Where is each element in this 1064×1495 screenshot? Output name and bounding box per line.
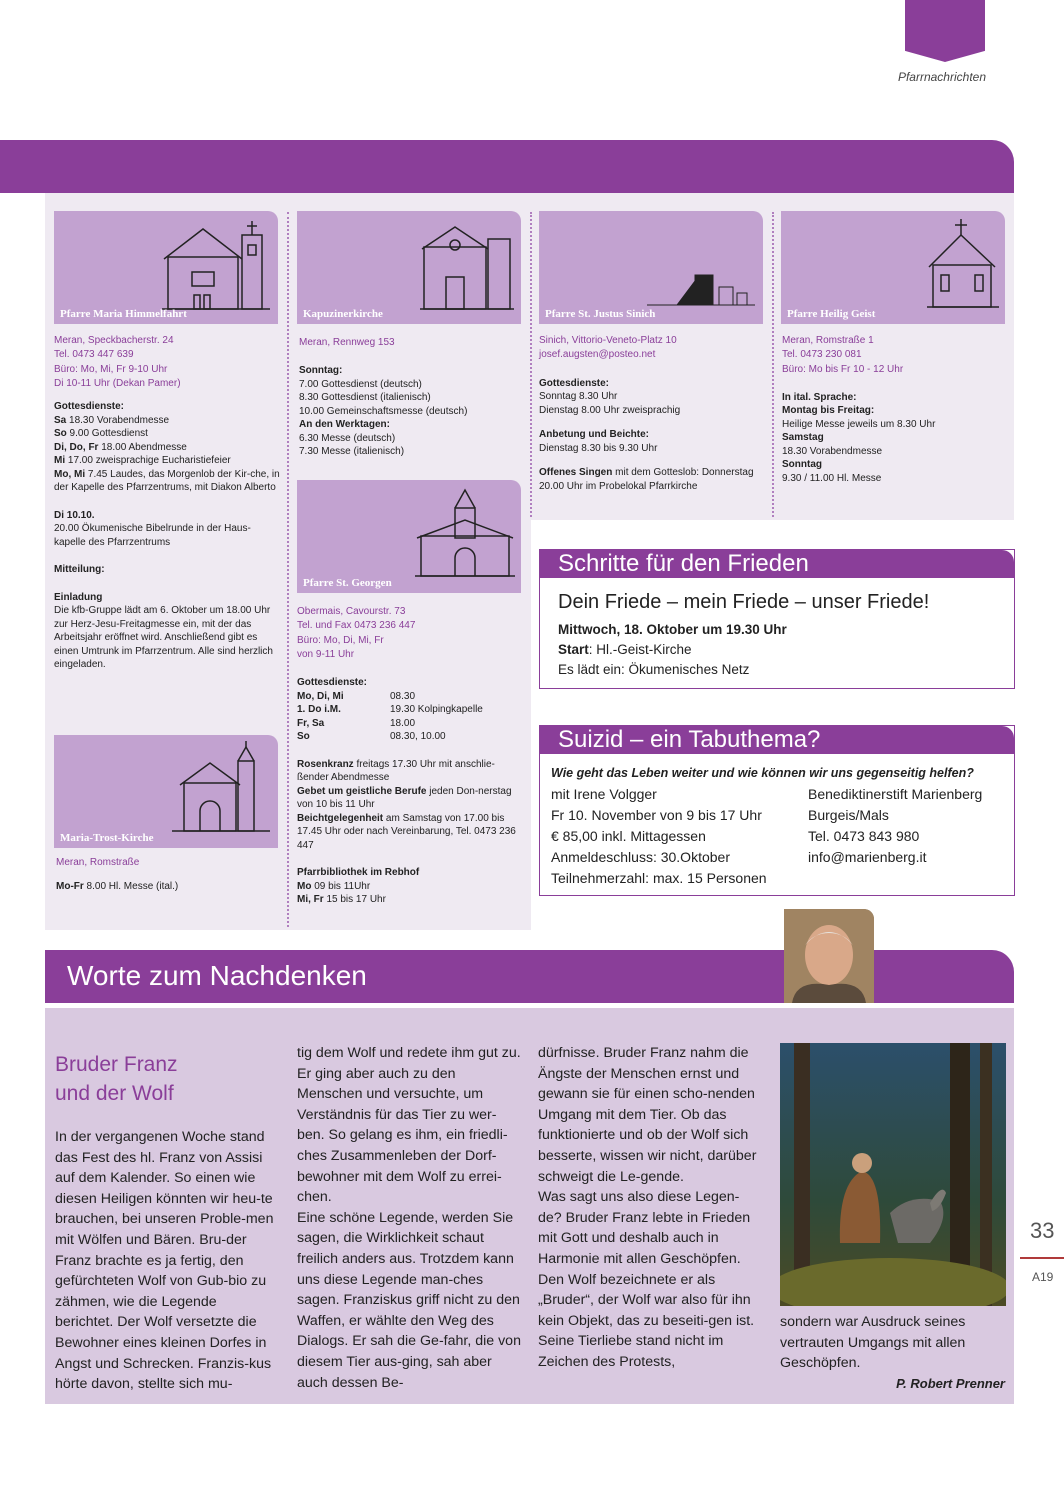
church-kapuziner-icon [420,217,515,312]
detail-line: Anmeldeschluss: 30.Oktober [551,849,730,865]
detail-line: mit Irene Volgger [551,786,657,802]
contact-line: Burgeis/Mals [808,807,889,823]
weekday-heading: Montag bis Freitag: [782,405,875,417]
service-line: Mi 17.00 zweisprachige Eucharistiefeier [54,455,231,467]
office-hours-line: Büro: Mo, Di, Mi, Fr [297,634,384,646]
frieden-invite: Es lädt ein: Ökumenisches Netz [558,662,750,677]
page-code: A19 [1032,1270,1054,1284]
frieden-box [539,549,1015,689]
church-info-maria-himmelfahrt [54,334,280,672]
phone-line: Tel. 0473 230 081 [782,349,862,361]
church-maria-himmelfahrt-icon [162,217,272,312]
service-row: Mo, Di, Mi 08.30 [297,690,416,702]
saturday-line: 18.30 Vorabendmesse [782,445,883,457]
service-row: 1. Do i.M. 19.30 Kolpingkapelle [297,704,483,716]
suizid-title: Suizid – ein Tabuthema? [540,726,1014,754]
sunday-heading: Sonntag [782,459,822,471]
phone-line: Tel. und Fax 0473 236 447 [297,620,416,632]
service-line: Mo, Mi 7.45 Laudes, das Morgenlob der Kir-che, in der Kapelle des Pfarrzentrums, mit Diakon Alberto [54,468,280,494]
column-divider [287,212,289,927]
column-divider [530,212,532,517]
service-line: 8.30 Gottesdienst (italienisch) [299,392,431,404]
address-line: Obermais, Cavourstr. 73 [297,606,406,617]
church-info-st-georgen [297,605,523,907]
services-heading: Gottesdienste: [54,401,125,413]
address-line: Meran, Speckbacherstr. 24 [54,335,174,346]
painting-image-icon [780,1043,1006,1306]
sunday-heading: Sonntag: [299,365,343,377]
service-line: So 9.00 Gottesdienst [54,428,148,440]
church-name: Pfarre St. Georgen [303,577,392,589]
notice-heading: Mitteilung: [54,564,105,576]
date-text: 20.00 Ökumenische Bibelrunde in der Haus-kapelle des Pfarrzentrums [54,523,251,548]
frieden-start: Start: Hl.-Geist-Kirche [558,642,692,657]
worte-title: Worte zum Nachdenken [67,960,367,991]
author-portrait-icon [784,909,874,1003]
church-info-kapuzinerkirche [299,336,523,459]
church-heilig-geist-icon [927,217,999,312]
service-row: So 08.30, 10.00 [297,731,446,743]
services-heading: Gottesdienste: [539,377,610,389]
prayer-line: Gebet um geistliche Berufe jeden Don-nerstag von 10 bis 11 Uhr [297,785,512,811]
church-card-maria-himmelfahrt [54,211,278,324]
office-hours-line: Büro: Mo, Mi, Fr 9-10 Uhr [54,363,168,375]
church-card-kapuzinerkirche [297,211,521,324]
section-tab-marker [905,0,985,62]
service-line: 6.30 Messe (deutsch) [299,432,396,444]
suizid-box [539,725,1015,896]
church-name: Maria-Trost-Kirche [60,832,154,844]
contact-line: Benediktinerstift Marienberg [808,786,983,802]
address-line: Meran, Romstraße 1 [782,335,874,346]
singing-line: Offenes Singen mit dem Gotteslob: Donnerstag 20.00 Uhr im Probelokal Pfarrkirche [539,467,754,492]
library-line: Mo 09 bis 11Uhr [297,880,371,892]
suizid-details [551,784,808,889]
detail-line: Teilnehmerzahl: max. 15 Personen [551,870,767,886]
church-card-st-georgen [297,480,521,593]
phone-line: Tel. 0473 447 639 [54,349,134,361]
article-column-4: sondern war Ausdruck seines vertrauten Umgangs mit allen Geschöpfen. [780,1314,966,1372]
office-hours-line: Di 10-11 Uhr (Dekan Pamer) [54,377,181,389]
address-line: Meran, Rennweg 153 [299,337,395,348]
adoration-line: Dienstag 8.30 bis 9.30 Uhr [539,442,658,454]
church-card-st-justus [539,211,763,324]
church-name: Pfarre Maria Himmelfahrt [60,308,187,320]
language-heading: In ital. Sprache: [782,391,857,403]
weekday-line: Heilige Messe jeweils um 8.30 Uhr [782,418,936,430]
church-maria-trost-icon [172,741,272,836]
service-line: Sonntag 8.30 Uhr [539,391,618,403]
confession-line: Beichtgelegenheit am Samstag von 17.00 bis 17.45 Uhr oder nach Vereinbarung, Tel. 0473 236 447 [297,812,516,851]
library-heading: Pfarrbibliothek im Rebhof [297,867,420,879]
office-hours-line: von 9-11 Uhr [297,648,355,660]
church-name: Pfarre St. Justus Sinich [545,308,656,320]
church-name: Pfarre Heilig Geist [787,308,876,320]
sunday-line: 9.30 / 11.00 Hl. Messe [782,472,882,484]
church-info-heilig-geist [782,334,1008,485]
weekday-heading: An den Werktagen: [299,419,390,431]
article-column-3: dürfnisse. Bruder Franz nahm die Ängste der Menschen ernst und gewann sie für einen scho-nenden Umgang mit dem Tier. Ob das funktionierte und ob der Wolf sich besserte, wissen wir nicht, darüber schweigt die Le-gende. Was sagt uns also diese Legen-de? Bruder Franz lebte in Frieden mit Gott und deshalb auch in Harmonie mit allen Geschöpfen. Den Wolf bezeichnete er als „Bruder“, der Wolf war also für ihn kein Objekt, das zu beseiti-gen ist. Seine Tierliebe stand nicht im Zeichen des Protests, [538,1045,757,1370]
article-author: P. Robert Prenner [896,1376,1005,1391]
service-line: 7.30 Messe (italienisch) [299,446,405,458]
author-photo [784,909,874,1003]
section-label: Pfarrnachrichten [897,70,986,84]
rosary-line: Rosenkranz freitags 17.30 Uhr mit anschlie-ßender Abendmesse [297,758,495,784]
franz-wolf-painting [780,1043,1006,1306]
office-hours-line: Büro: Mo bis Fr 10 - 12 Uhr [782,363,904,375]
suizid-contact [808,784,982,889]
column-divider [772,212,774,517]
mass-line: Mo-Fr 8.00 Hl. Messe (ital.) [56,881,179,893]
contact-line: Tel. 0473 843 980 [808,828,920,844]
detail-line: Fr 10. November von 9 bis 17 Uhr [551,807,762,823]
article-column-1: In der vergangenen Woche stand das Fest des hl. Franz von Assisi auf dem Kalender. So einen wie diesen Heiligen könnten wir heu-te brauchen, bei unseren Proble-men mit Wölfen und Bären. Bru-der Franz brachte es ja fertig, den gefürchteten Wolf von Gub-bio zu zähmen, wie die Legende berichtet. Der Wolf versetzte die Bewohner eines kleinen Dorfes in Angst und Schrecken. Franzis-kus hörte davon, stellte sich mu- [55,1129,274,1393]
page-number-rule [1020,1257,1064,1259]
article-heading: Bruder Franz und der Wolf [55,1053,178,1105]
invite-heading: Einladung [54,591,103,603]
frieden-subtitle: Dein Friede – mein Friede – unser Friede! [558,591,930,613]
address-line: Meran, Romstraße [56,857,140,868]
church-card-heilig-geist [781,211,1005,324]
email-line: josef.augsten@posteo.net [539,349,656,361]
contact-line[interactable]: info@marienberg.it [808,849,927,865]
frieden-title: Schritte für den Frieden [540,550,1014,578]
address-line: Sinich, Vittorio-Veneto-Platz 10 [539,335,677,346]
date-heading: Di 10.10. [54,509,95,521]
top-banner [0,140,1014,193]
article-column-2: tig dem Wolf und redete ihm gut zu. Er ging aber auch zu den Menschen und versuchte, um Verständnis für das Tier zu wer-ben. So gelang es ihm, ein friedli-ches Zusammenleben der Dorf-bewohner mit dem Wolf zu errei-chen. Eine schöne Legende, werden Sie sagen, die Wirklichkeit schaut freilich anders aus. Trotzdem kann uns diese Legende man-ches sagen. Franziskus griff nicht zu den Waffen, er wählte den Weg des Dialogs. Er sah die Ge-fahr, die von diesem Tier aus-ging, sah aber auch dessen Be- [297,1045,521,1391]
services-heading: Gottesdienste: [297,677,368,689]
library-line: Mi, Fr 15 bis 17 Uhr [297,894,386,906]
church-info-st-justus [539,334,765,493]
suizid-question: Wie geht das Leben weiter und wie können wir uns gegenseitig helfen? [551,766,974,780]
frieden-date: Mittwoch, 18. Oktober um 19.30 Uhr [558,622,787,637]
service-line: Di, Do, Fr 18.00 Abendmesse [54,441,187,453]
service-row: Fr, Sa 18.00 [297,717,416,729]
service-line: 7.00 Gottesdienst (deutsch) [299,378,422,390]
page-number: 33 [1030,1218,1055,1243]
service-line: Sa 18.30 Vorabendmesse [54,414,170,426]
church-st-georgen-icon [415,486,515,581]
service-line: Dienstag 8.00 Uhr zweisprachig [539,404,681,416]
adoration-heading: Anbetung und Beichte: [539,429,649,441]
church-name: Kapuzinerkirche [303,308,383,320]
church-st-justus-icon [647,217,757,312]
church-info-maria-trost [56,856,280,894]
church-card-maria-trost [54,735,278,848]
detail-line: € 85,00 inkl. Mittagessen [551,828,706,844]
service-line: 10.00 Gemeinschaftsmesse (deutsch) [299,405,468,417]
invite-text: Die kfb-Gruppe lädt am 6. Oktober um 18.00 Uhr zur Herz-Jesu-Freitagmesse ein, mit der das Arbeitsjahr eröffnet wird. Anschließend gibt es einen Umtrunk im Pfarrzentrum. Alle sind herzlich eingeladen. [54,605,273,671]
saturday-heading: Samstag [782,432,824,444]
